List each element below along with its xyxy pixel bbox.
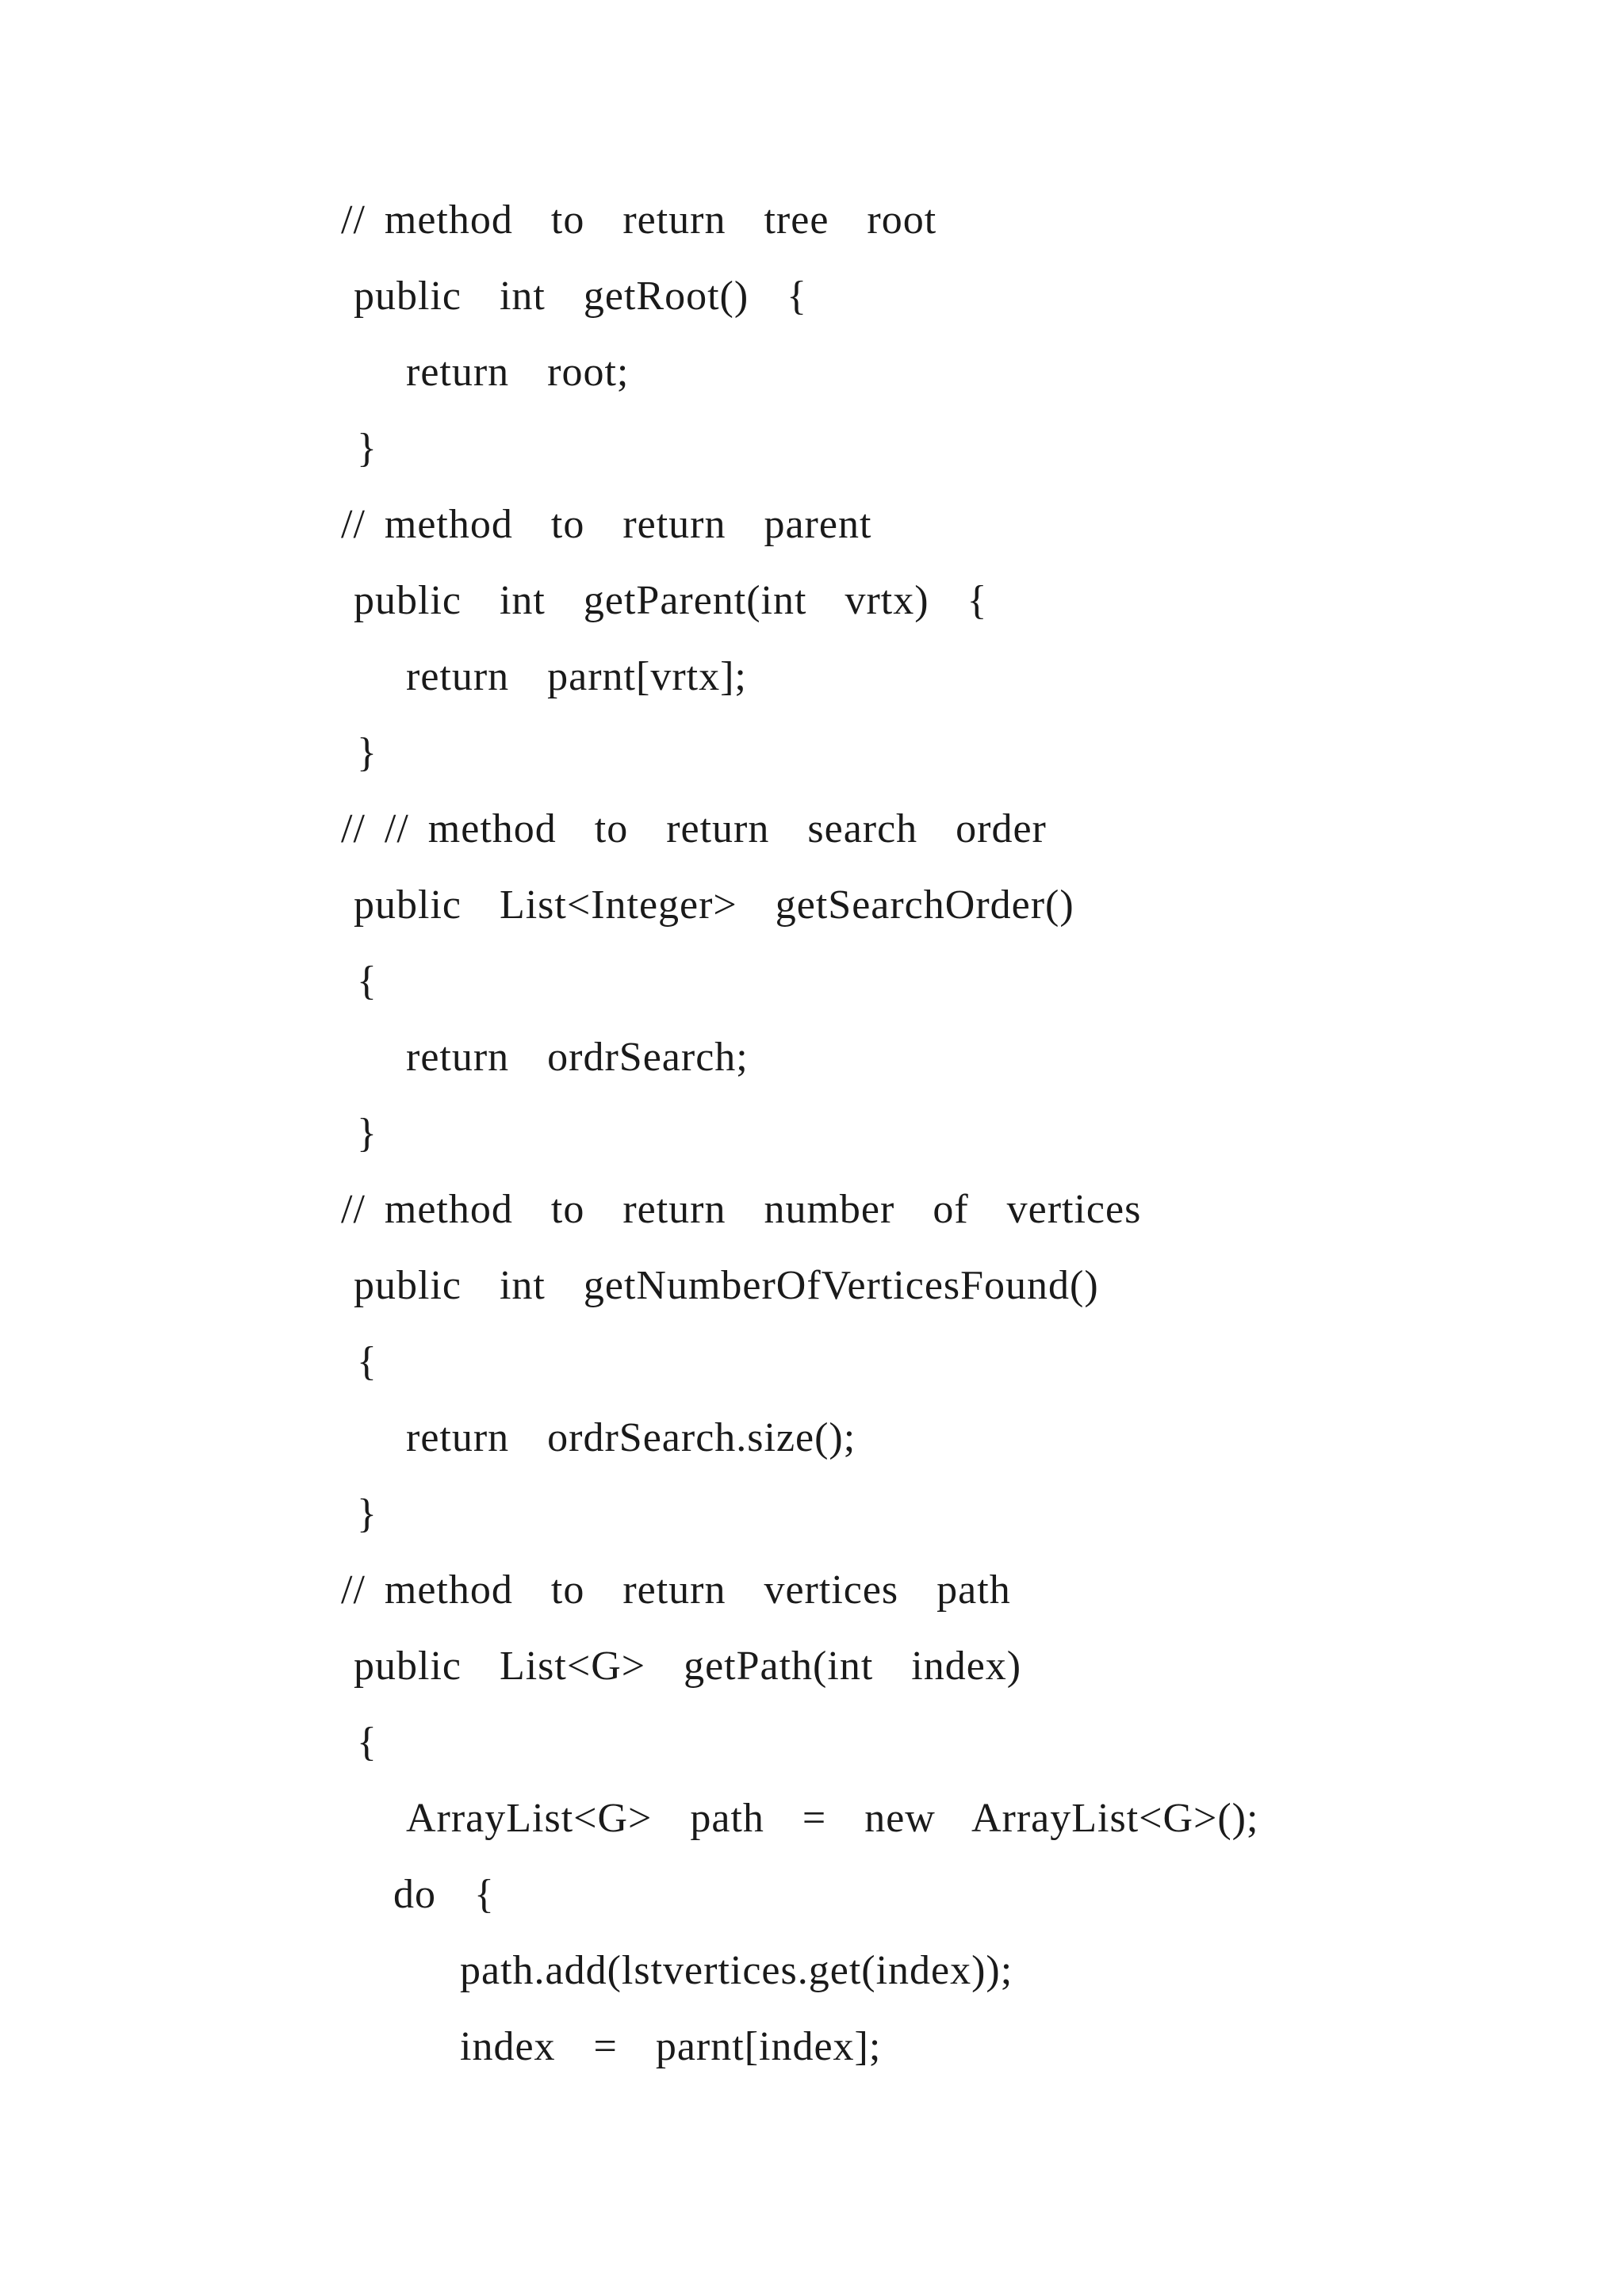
comment-line: // method to return tree root <box>341 197 937 243</box>
statement-line: path.add(lstvertices.get(index)); <box>460 1948 1013 1993</box>
method-signature-line: public int getNumberOfVerticesFound() <box>354 1263 1099 1308</box>
return-statement-line: return root; <box>406 350 630 395</box>
closing-brace-line: } <box>357 730 377 775</box>
comment-line: // method to return parent <box>341 502 872 547</box>
return-statement-line: return ordrSearch.size(); <box>406 1415 856 1460</box>
comment-line: // method to return number of vertices <box>341 1187 1142 1232</box>
opening-brace-line: { <box>357 1720 377 1765</box>
closing-brace-line: } <box>357 1111 377 1156</box>
method-signature-line: public List<G> getPath(int index) <box>354 1644 1022 1689</box>
comment-line: // // method to return search order <box>341 806 1047 851</box>
return-statement-line: return parnt[vrtx]; <box>406 654 747 699</box>
method-signature-line: public int getParent(int vrtx) { <box>354 578 988 623</box>
closing-brace-line: } <box>357 426 377 471</box>
method-signature-line: public List<Integer> getSearchOrder() <box>354 882 1074 928</box>
return-statement-line: return ordrSearch; <box>406 1035 749 1080</box>
statement-line: index = parnt[index]; <box>460 2024 882 2069</box>
do-loop-line: do { <box>393 1872 495 1917</box>
declaration-line: ArrayList<G> path = new ArrayList<G>(); <box>406 1796 1259 1841</box>
opening-brace-line: { <box>357 1339 377 1384</box>
closing-brace-line: } <box>357 1491 377 1536</box>
opening-brace-line: { <box>357 959 377 1004</box>
method-signature-line: public int getRoot() { <box>354 274 808 319</box>
comment-line: // method to return vertices path <box>341 1567 1011 1613</box>
